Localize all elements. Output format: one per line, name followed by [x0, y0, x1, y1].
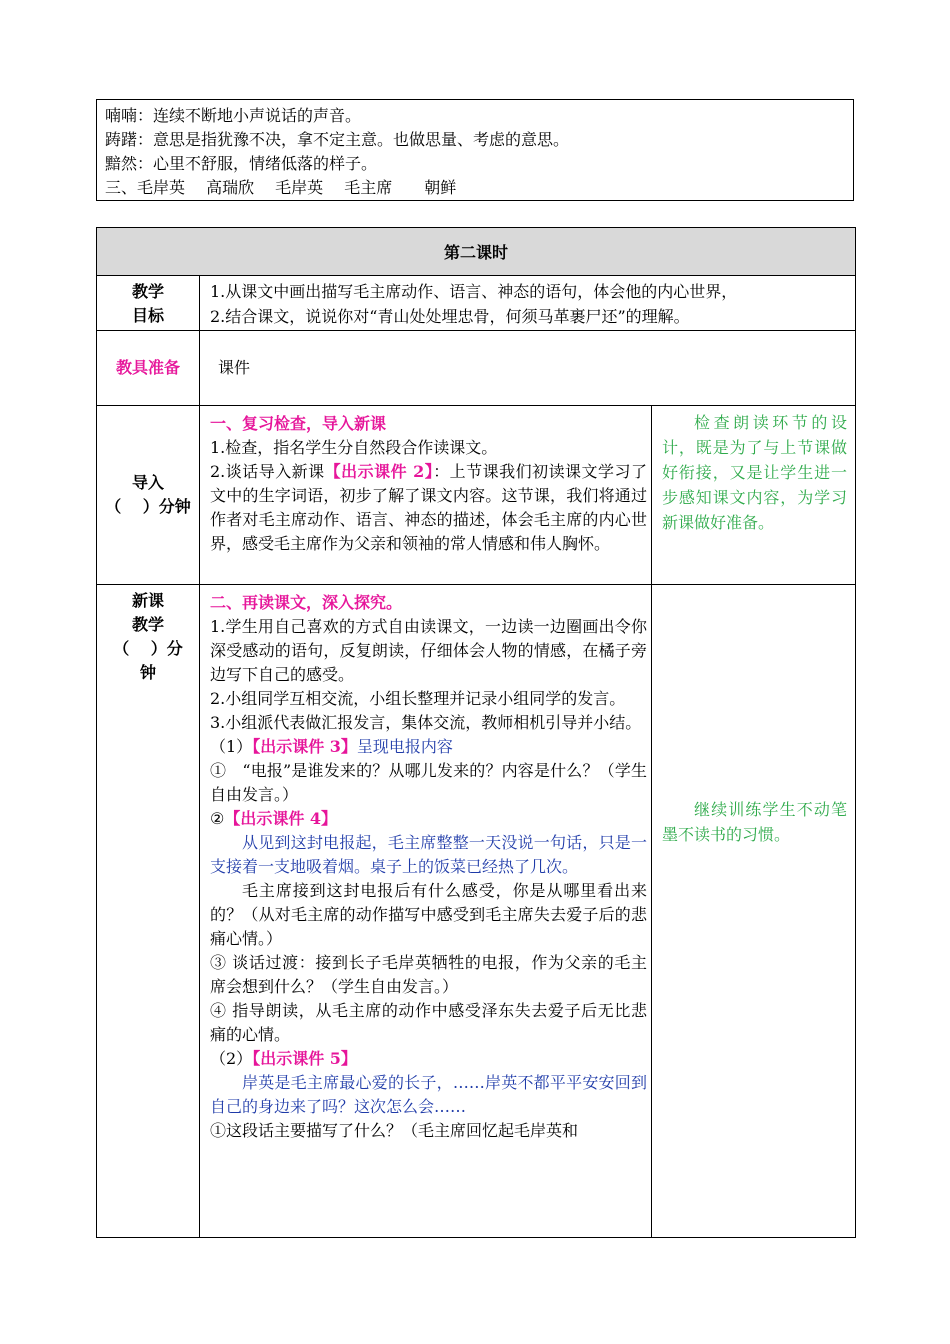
newclass-content [200, 585, 652, 1238]
intro-p2: 2.谈话导入新课【出示课件 2】：上节课我们初读课文学习了文中的生字词语，初步了解了课文内容。这节课，我们将通过作者对毛主席动作、语言、神态的描述，体会毛主席的内心世界，感受毛主席作为父亲和领袖的常人情感和伟人胸怀。 [210, 462, 647, 553]
tools-value: 课件 [200, 331, 856, 406]
goals-content [200, 276, 856, 331]
newclass-p3: 3.小组派代表做汇报发言，集体交流，教师相机引导并小结。 [210, 713, 642, 732]
quote-1: 从见到这封电报起，毛主席整整一天没说一句话，只是一支接着一支地吸着烟。桌子上的饭菜已经热了几次。 [210, 833, 647, 876]
section-1: （1）【出示课件 3】呈现电报内容 [210, 737, 453, 756]
vocab-line: 踌躇：意思是指犹豫不决，拿不定主意。也做思量、考虑的意思。 [105, 130, 570, 149]
section-2: （2）【出示课件 5】 [210, 1049, 357, 1068]
courseware-tag: 【出示课件 3】 [252, 737, 357, 756]
newclass-label: 新课 教学 （ ）分 钟 [97, 585, 200, 1238]
lesson-plan-table [96, 227, 856, 1238]
newclass-p4: 毛主席接到这封电报后有什么感受，你是从哪里看出来的？（从对毛主席的动作描写中感受到毛主席失去爱子后的悲痛心情。） [210, 881, 647, 948]
vocab-line: 喃喃：连续不断地小声说话的声音。 [105, 106, 362, 125]
vocab-line: 黯然：心里不舒服，情绪低落的样子。 [105, 154, 378, 173]
intro-p1: 1.检查，指名学生分自然段合作读课文。 [210, 438, 498, 457]
vocabulary-notes-box [96, 99, 854, 201]
question-2: ②【出示课件 4】 [210, 809, 338, 828]
newclass-p1: 1.学生用自己喜欢的方式自由读课文，一边读一边圈画出令你深受感动的语句，反复朗读，仔细体会人物的情感，在橘子旁边写下自己的感受。 [210, 617, 647, 684]
goals-label: 教学 目标 [97, 276, 200, 331]
courseware-tag: 【出示课件 5】 [252, 1049, 357, 1068]
intro-label: 导入 （ ）分钟 [97, 406, 200, 585]
intro-content [200, 406, 652, 585]
intro-heading: 一、复习检查，导入新课 [210, 414, 387, 433]
quote-2: 岸英是毛主席最心爱的长子，……岸英不都平平安安回到自己的身边来了吗？这次怎么会…… [210, 1073, 647, 1116]
courseware-tag: 【出示课件 4】 [224, 809, 338, 828]
lesson-title: 第二课时 [97, 228, 856, 276]
goal-item: 2.结合课文，说说你对“青山处处埋忠骨，何须马革裹尸还”的理解。 [210, 307, 690, 326]
question-5: ①这段话主要描写了什么？（毛主席回忆起毛岸英和 [210, 1121, 579, 1140]
goal-item: 1.从课文中画出描写毛主席动作、语言、神态的语句，体会他的内心世界， [210, 282, 738, 301]
question-3: ③ 谈话过渡：接到长子毛岸英牺牲的电报，作为父亲的毛主席会想到什么？（学生自由发言。） [210, 953, 647, 996]
courseware-tag: 【出示课件 2】 [324, 462, 434, 481]
newclass-p2: 2.小组同学互相交流，小组长整理并记录小组同学的发言。 [210, 689, 626, 708]
vocab-line: 三、毛岸英 高瑞欣 毛岸英 毛主席 朝鲜 [105, 178, 457, 197]
question-1: ① “电报”是谁发来的？从哪儿发来的？内容是什么？（学生自由发言。） [210, 761, 647, 804]
intro-note: 检查朗读环节的设计，既是为了与上节课做好衔接，又是让学生进一步感知课文内容，为学习新课做好准备。 [652, 406, 856, 585]
question-4: ④ 指导朗读，从毛主席的动作中感受泽东失去爱子后无比悲痛的心情。 [210, 1001, 647, 1044]
newclass-heading: 二、再读课文，深入探究。 [210, 593, 403, 612]
tools-label: 教具准备 [97, 331, 200, 406]
newclass-note: 继续训练学生不动笔墨不读书的习惯。 [652, 585, 856, 1238]
